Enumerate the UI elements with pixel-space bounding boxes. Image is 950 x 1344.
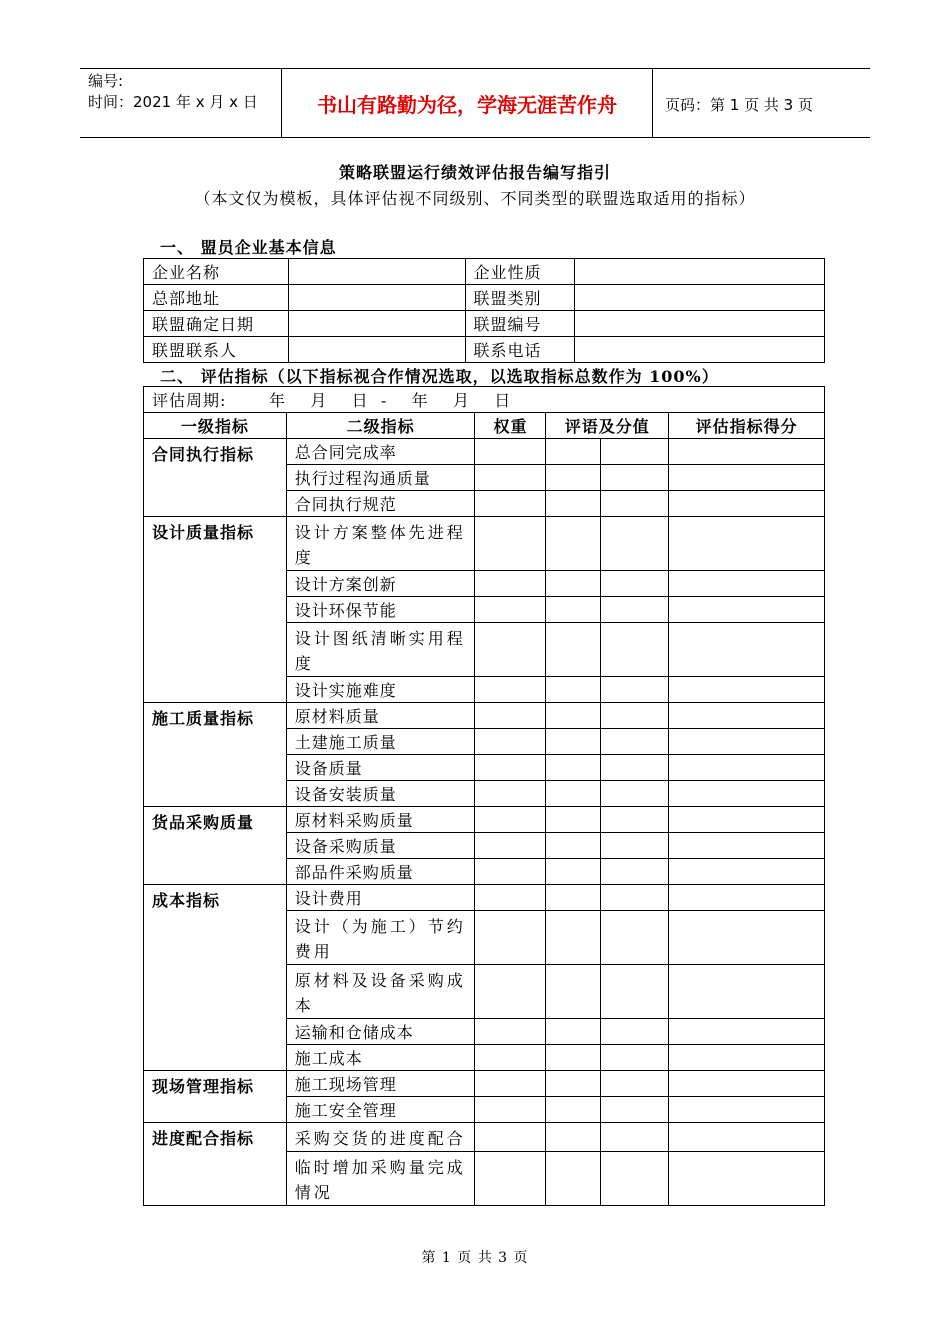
weight-cell[interactable] — [475, 597, 546, 623]
weight-cell[interactable] — [475, 1019, 546, 1045]
level2-indicator: 设计环保节能 — [286, 597, 475, 623]
level2-indicator: 设计方案创新 — [286, 571, 475, 597]
weight-cell[interactable] — [475, 439, 546, 465]
column-header: 权重 — [475, 413, 546, 439]
level2-indicator: 设计图纸清晰实用程度 — [286, 623, 475, 677]
level2-indicator: 临时增加采购量完成情况 — [286, 1152, 475, 1206]
weight-cell[interactable] — [475, 1123, 546, 1152]
table-header-row — [144, 413, 825, 439]
score-value-cell[interactable] — [601, 885, 669, 911]
level2-indicator: 设备安装质量 — [286, 781, 475, 807]
section-1-heading: 一、 盟员企业基本信息 — [160, 238, 337, 257]
score-value-cell[interactable] — [601, 703, 669, 729]
section-2-heading: 二、 评估指标（以下指标视合作情况选取，以选取指标总数作为 100%） — [160, 367, 719, 386]
comment-cell[interactable] — [546, 911, 601, 965]
weight-cell[interactable] — [475, 571, 546, 597]
level2-indicator: 原材料采购质量 — [286, 807, 475, 833]
table-row — [144, 703, 825, 729]
score-value-cell[interactable] — [601, 729, 669, 755]
score-value-cell[interactable] — [601, 1097, 669, 1123]
level2-indicator: 原材料质量 — [286, 703, 475, 729]
level2-indicator: 原材料及设备采购成本 — [286, 965, 475, 1019]
table-row — [144, 885, 825, 911]
weight-cell[interactable] — [475, 1152, 546, 1206]
level2-indicator: 施工现场管理 — [286, 1071, 475, 1097]
page-footer: 第 1 页 共 3 页 — [421, 1250, 529, 1266]
contact-phone-field[interactable] — [575, 337, 825, 363]
comment-cell[interactable] — [546, 571, 601, 597]
basic-info-table — [143, 258, 825, 363]
column-header: 评估指标得分 — [669, 413, 825, 439]
comment-cell[interactable] — [546, 677, 601, 703]
weight-cell[interactable] — [475, 491, 546, 517]
field-label: 联盟编号 — [465, 311, 575, 337]
table-row — [144, 259, 825, 285]
table-row — [144, 387, 825, 413]
level2-indicator: 土建施工质量 — [286, 729, 475, 755]
final-score-cell[interactable] — [669, 781, 825, 807]
comment-cell[interactable] — [546, 1097, 601, 1123]
comment-cell[interactable] — [546, 703, 601, 729]
level2-indicator: 设计费用 — [286, 885, 475, 911]
field-label: 联盟确定日期 — [144, 311, 289, 337]
final-score-cell[interactable] — [669, 807, 825, 833]
level2-indicator: 运输和仓储成本 — [286, 1019, 475, 1045]
comment-cell[interactable] — [546, 491, 601, 517]
final-score-cell[interactable] — [669, 465, 825, 491]
comment-cell[interactable] — [546, 859, 601, 885]
table-row — [144, 311, 825, 337]
score-value-cell[interactable] — [601, 439, 669, 465]
comment-cell[interactable] — [546, 1152, 601, 1206]
comment-cell[interactable] — [546, 781, 601, 807]
comment-cell[interactable] — [546, 965, 601, 1019]
weight-cell[interactable] — [475, 807, 546, 833]
level2-indicator: 设计方案整体先进程度 — [286, 517, 475, 571]
final-score-cell[interactable] — [669, 859, 825, 885]
score-value-cell[interactable] — [601, 1045, 669, 1071]
company-name-field[interactable] — [288, 259, 465, 285]
comment-cell[interactable] — [546, 1045, 601, 1071]
alliance-date-field[interactable] — [288, 311, 465, 337]
score-value-cell[interactable] — [601, 491, 669, 517]
weight-cell[interactable] — [475, 1097, 546, 1123]
table-row — [144, 807, 825, 833]
document-title: 策略联盟运行绩效评估报告编写指引 — [338, 163, 611, 182]
table-row — [144, 337, 825, 363]
page-header — [80, 68, 870, 138]
score-value-cell[interactable] — [601, 677, 669, 703]
comment-cell[interactable] — [546, 465, 601, 491]
level1-indicator: 进度配合指标 — [144, 1123, 287, 1206]
weight-cell[interactable] — [475, 623, 546, 677]
comment-cell[interactable] — [546, 755, 601, 781]
score-value-cell[interactable] — [601, 1071, 669, 1097]
document-number-label: 编号: — [88, 72, 124, 90]
table-row — [144, 439, 825, 465]
hq-address-field[interactable] — [288, 285, 465, 311]
header-slogan: 书山有路勤为径，学海无涯苦作舟 — [281, 69, 653, 137]
company-nature-field[interactable] — [575, 259, 825, 285]
table-row — [144, 1123, 825, 1152]
score-value-cell[interactable] — [601, 517, 669, 571]
comment-cell[interactable] — [546, 833, 601, 859]
score-value-cell[interactable] — [601, 571, 669, 597]
weight-cell[interactable] — [475, 885, 546, 911]
field-label: 联系电话 — [465, 337, 575, 363]
evaluation-table — [143, 386, 825, 1206]
table-row — [144, 517, 825, 571]
score-value-cell[interactable] — [601, 755, 669, 781]
final-score-cell[interactable] — [669, 911, 825, 965]
comment-cell[interactable] — [546, 439, 601, 465]
score-value-cell[interactable] — [601, 965, 669, 1019]
level1-indicator: 现场管理指标 — [144, 1071, 287, 1123]
level1-indicator: 货品采购质量 — [144, 807, 287, 885]
level1-indicator: 施工质量指标 — [144, 703, 287, 807]
weight-cell[interactable] — [475, 517, 546, 571]
comment-cell[interactable] — [546, 597, 601, 623]
header-meta — [88, 71, 258, 113]
final-score-cell[interactable] — [669, 439, 825, 465]
comment-cell[interactable] — [546, 517, 601, 571]
level2-indicator: 执行过程沟通质量 — [286, 465, 475, 491]
field-label: 企业性质 — [465, 259, 575, 285]
score-value-cell[interactable] — [601, 1123, 669, 1152]
table-row — [144, 1071, 825, 1097]
level2-indicator: 合同执行规范 — [286, 491, 475, 517]
score-value-cell[interactable] — [601, 833, 669, 859]
score-value-cell[interactable] — [601, 1019, 669, 1045]
final-score-cell[interactable] — [669, 755, 825, 781]
table-row — [144, 285, 825, 311]
final-score-cell[interactable] — [669, 623, 825, 677]
header-page-label: 页码：第 1 页 共 3 页 — [665, 96, 813, 114]
document-time-label: 时间：2021 年 x 月 x 日 — [88, 93, 258, 111]
comment-cell[interactable] — [546, 1019, 601, 1045]
comment-cell[interactable] — [546, 729, 601, 755]
column-header: 一级指标 — [144, 413, 287, 439]
comment-cell[interactable] — [546, 1071, 601, 1097]
level2-indicator: 总合同完成率 — [286, 439, 475, 465]
weight-cell[interactable] — [475, 781, 546, 807]
comment-cell[interactable] — [546, 623, 601, 677]
weight-cell[interactable] — [475, 1045, 546, 1071]
final-score-cell[interactable] — [669, 833, 825, 859]
weight-cell[interactable] — [475, 911, 546, 965]
weight-cell[interactable] — [475, 755, 546, 781]
weight-cell[interactable] — [475, 465, 546, 491]
field-label: 总部地址 — [144, 285, 289, 311]
field-label: 联盟类别 — [465, 285, 575, 311]
comment-cell[interactable] — [546, 1123, 601, 1152]
final-score-cell[interactable] — [669, 703, 825, 729]
comment-cell[interactable] — [546, 885, 601, 911]
level2-indicator: 设计（为施工）节约费用 — [286, 911, 475, 965]
level1-indicator: 成本指标 — [144, 885, 287, 1071]
level2-indicator: 设备采购质量 — [286, 833, 475, 859]
comment-cell[interactable] — [546, 807, 601, 833]
final-score-cell[interactable] — [669, 885, 825, 911]
weight-cell[interactable] — [475, 677, 546, 703]
weight-cell[interactable] — [475, 859, 546, 885]
weight-cell[interactable] — [475, 1071, 546, 1097]
final-score-cell[interactable] — [669, 729, 825, 755]
document-subtitle: （本文仅为模板，具体评估视不同级别、不同类型的联盟选取适用的指标） — [194, 189, 756, 208]
final-score-cell[interactable] — [669, 965, 825, 1019]
weight-cell[interactable] — [475, 729, 546, 755]
alliance-category-field[interactable] — [575, 285, 825, 311]
score-value-cell[interactable] — [601, 911, 669, 965]
score-value-cell[interactable] — [601, 1152, 669, 1206]
column-header: 二级指标 — [286, 413, 475, 439]
level2-indicator: 施工安全管理 — [286, 1097, 475, 1123]
score-value-cell[interactable] — [601, 859, 669, 885]
final-score-cell[interactable] — [669, 677, 825, 703]
score-value-cell[interactable] — [601, 781, 669, 807]
alliance-contact-field[interactable] — [288, 337, 465, 363]
column-header: 评语及分值 — [546, 413, 669, 439]
evaluation-period: 评估周期: 年 月 日 - 年 月 日 — [144, 387, 825, 413]
level2-indicator: 采购交货的进度配合 — [286, 1123, 475, 1152]
final-score-cell[interactable] — [669, 571, 825, 597]
level2-indicator: 设备质量 — [286, 755, 475, 781]
level1-indicator: 设计质量指标 — [144, 517, 287, 703]
level2-indicator: 部品件采购质量 — [286, 859, 475, 885]
level1-indicator: 合同执行指标 — [144, 439, 287, 517]
field-label: 联盟联系人 — [144, 337, 289, 363]
level2-indicator: 施工成本 — [286, 1045, 475, 1071]
final-score-cell[interactable] — [669, 597, 825, 623]
final-score-cell[interactable] — [669, 1123, 825, 1152]
final-score-cell[interactable] — [669, 1152, 825, 1206]
score-value-cell[interactable] — [601, 465, 669, 491]
final-score-cell[interactable] — [669, 491, 825, 517]
weight-cell[interactable] — [475, 965, 546, 1019]
score-value-cell[interactable] — [601, 597, 669, 623]
field-label: 企业名称 — [144, 259, 289, 285]
weight-cell[interactable] — [475, 833, 546, 859]
final-score-cell[interactable] — [669, 1097, 825, 1123]
alliance-number-field[interactable] — [575, 311, 825, 337]
weight-cell[interactable] — [475, 703, 546, 729]
final-score-cell[interactable] — [669, 1019, 825, 1045]
score-value-cell[interactable] — [601, 623, 669, 677]
score-value-cell[interactable] — [601, 807, 669, 833]
final-score-cell[interactable] — [669, 1071, 825, 1097]
level2-indicator: 设计实施难度 — [286, 677, 475, 703]
final-score-cell[interactable] — [669, 1045, 825, 1071]
final-score-cell[interactable] — [669, 517, 825, 571]
